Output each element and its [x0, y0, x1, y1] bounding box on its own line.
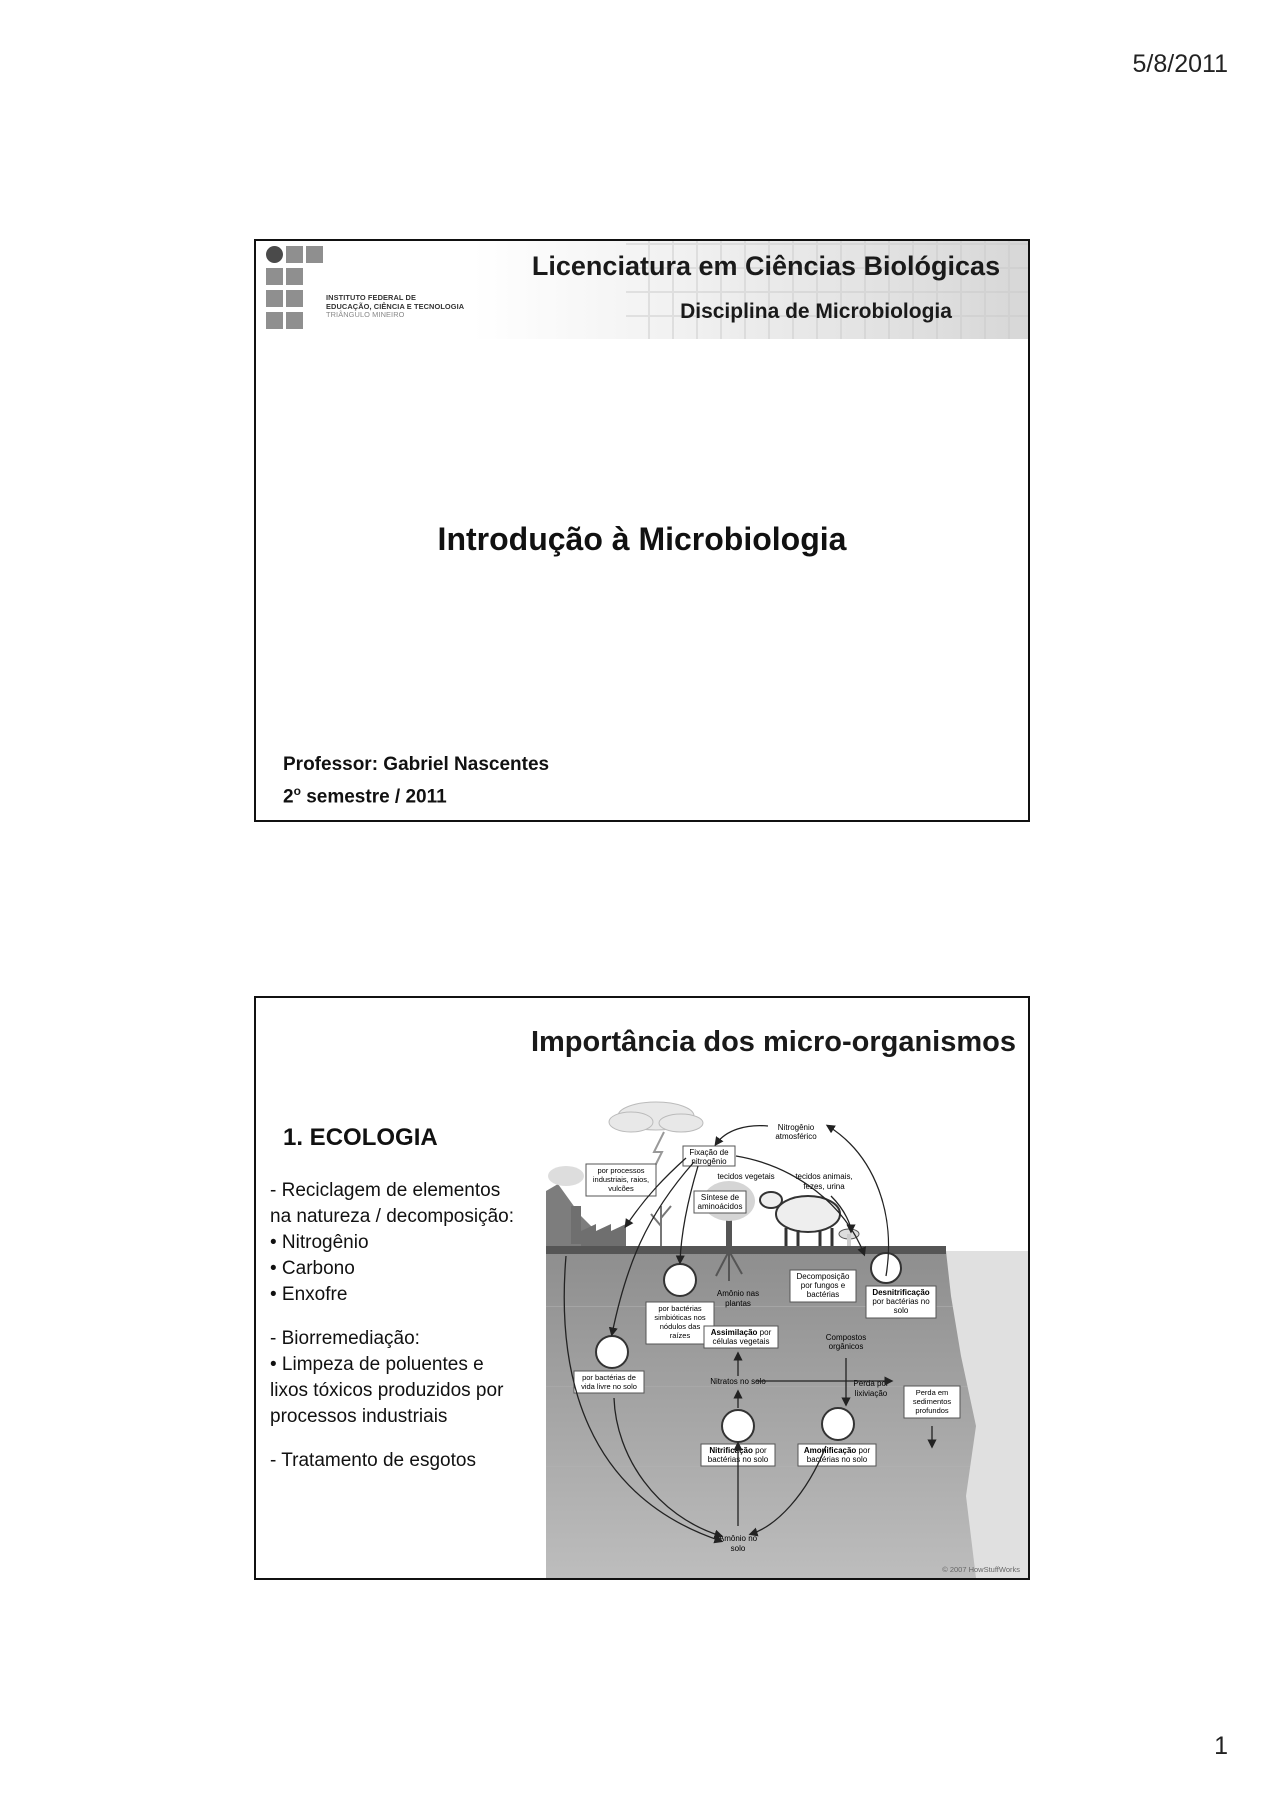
list-item: • Carbono	[270, 1258, 355, 1279]
page-date: 5/8/2011	[1132, 50, 1228, 78]
section-heading: 1. ECOLOGIA	[283, 1124, 438, 1151]
label-industrial-processes: por processos industriais, raios, vulcões	[592, 1166, 650, 1193]
label-atmospheric-nitrogen: Nitrogênio atmosférico	[775, 1123, 817, 1141]
logo-text	[326, 294, 464, 320]
label-nitrogen-fixation: Fixação de nitrogênio	[689, 1148, 729, 1166]
professor-info	[283, 752, 549, 810]
list-item: lixos tóxicos produzidos por	[270, 1380, 504, 1401]
label-leaching-loss: Perda por lixiviação	[853, 1379, 889, 1398]
semester-line	[283, 778, 549, 810]
label-denitrification: Desnitrificação por bactérias no solo	[872, 1288, 930, 1315]
list-item: na natureza / decomposição:	[270, 1206, 514, 1227]
label-amino-acid-synthesis: Síntese de aminoácidos	[697, 1193, 743, 1211]
label-soil-nitrates: Nitratos no solo	[710, 1377, 766, 1386]
label-plant-tissues: tecidos vegetais	[717, 1172, 775, 1181]
label-symbiotic-bacteria: por bactérias simbióticas nos nódulos das raízes	[654, 1304, 706, 1340]
page-number: 1	[1214, 1732, 1228, 1760]
professor-name: Professor: Gabriel Nascentes	[283, 754, 550, 775]
logo-line-2: EDUCAÇÃO, CIÊNCIA E TECNOLOGIA	[326, 301, 465, 311]
label-organic-compounds: Compostos orgânicos	[825, 1333, 867, 1351]
title-slide	[254, 239, 1030, 822]
logo-line-1: INSTITUTO FEDERAL DE	[326, 293, 417, 302]
label-sediment-loss: Perda em sedimentos profundos	[912, 1388, 952, 1415]
label-free-living-bacteria: por bactérias de vida livre no solo	[581, 1373, 637, 1391]
label-ammonification: Amonificação por bactérias no solo	[803, 1446, 871, 1464]
label-ammonium-plants: Amônio nas plantas	[716, 1289, 760, 1308]
label-animal-tissues: tecidos animais, fezes, urina	[795, 1172, 853, 1191]
bullet-list	[270, 1178, 540, 1474]
label-decomposition: Decomposição por fungos e bactérias	[796, 1272, 850, 1299]
list-item: • Limpeza de poluentes e	[270, 1354, 484, 1375]
list-item: • Enxofre	[270, 1284, 348, 1305]
copyright-notice: © 2007 HowStuffWorks	[942, 1565, 1020, 1574]
ecology-slide	[254, 996, 1030, 1580]
list-item: - Reciclagem de elementos	[270, 1180, 501, 1201]
slide-title: Importância dos micro-organismos	[530, 1026, 1016, 1058]
discipline-subtitle: Disciplina de Microbiologia	[680, 300, 952, 323]
list-item: - Biorremediação:	[270, 1328, 420, 1349]
list-item: processos industriais	[270, 1406, 448, 1427]
logo-line-3: TRIÂNGULO MINEIRO	[326, 310, 405, 320]
course-title: Licenciatura em Ciências Biológicas	[531, 251, 1001, 281]
semester-ordinal: o	[293, 784, 301, 798]
list-item: - Tratamento de esgotos	[270, 1450, 476, 1471]
label-nitrification: Nitrificação por bactérias no solo	[707, 1446, 769, 1464]
smoke-icon	[548, 1166, 584, 1186]
label-assimilation: Assimilação por células vegetais	[710, 1328, 772, 1346]
semester-text: semestre / 2011	[300, 786, 447, 808]
label-soil-ammonium: Amônio no solo	[718, 1534, 758, 1553]
lecture-title: Introdução à Microbiologia	[437, 521, 847, 557]
logo-mark-icon	[266, 246, 326, 330]
list-item: • Nitrogênio	[270, 1232, 369, 1253]
nitrogen-cycle-diagram	[546, 1096, 1028, 1578]
semester-number: 2	[283, 786, 294, 808]
